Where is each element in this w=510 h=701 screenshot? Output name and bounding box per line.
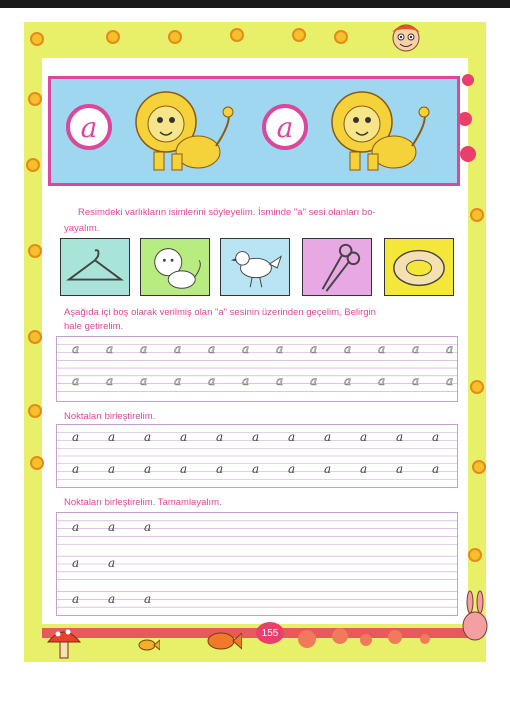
practice-letter: a	[242, 374, 250, 388]
practice-letter: a	[378, 342, 386, 356]
intro-text-line2: yayalım.	[64, 223, 100, 234]
hanger-icon	[61, 239, 129, 295]
practice-letter: a	[360, 430, 368, 444]
fish-icon	[206, 630, 242, 652]
practice-letter: a	[106, 374, 114, 388]
flower-icon	[28, 404, 42, 418]
banner-letter-right: a	[276, 110, 294, 144]
flower-icon	[28, 92, 42, 106]
decor-ball	[360, 634, 372, 646]
practice-letter: a	[276, 374, 284, 388]
practice-letter: a	[324, 430, 332, 444]
practice-letter: a	[72, 520, 80, 534]
bird-icon	[221, 239, 289, 295]
practice-letter: a	[288, 462, 296, 476]
practice-letter: a	[310, 342, 318, 356]
bottom-bar	[42, 628, 468, 638]
picture-scissors[interactable]	[302, 238, 372, 296]
practice-letter: a	[242, 342, 250, 356]
dots-complete-instruction: Noktaları birleştirelim. Tamamlayalım.	[64, 497, 222, 508]
banner-letter-left: a	[80, 110, 98, 144]
practice-letter: a	[144, 430, 152, 444]
practice-letter: a	[216, 430, 224, 444]
lion-icon	[124, 82, 244, 178]
decor-dot	[460, 146, 476, 162]
practice-letter: a	[208, 374, 216, 388]
decor-dot	[458, 112, 472, 126]
practice-letter: a	[412, 342, 420, 356]
practice-letter: a	[446, 374, 454, 388]
picture-lion[interactable]	[140, 238, 210, 296]
letter-a-circle-right	[262, 104, 308, 150]
practice-letter: a	[108, 520, 116, 534]
practice-letter: a	[72, 556, 80, 570]
practice-letter: a	[208, 342, 216, 356]
flower-icon	[30, 32, 44, 46]
practice-letter: a	[446, 342, 454, 356]
picture-hanger[interactable]	[60, 238, 130, 296]
flower-icon	[30, 456, 44, 470]
flower-icon	[26, 158, 40, 172]
practice-letter: a	[396, 462, 404, 476]
decor-dot	[462, 74, 474, 86]
page-number: 155	[256, 622, 284, 644]
practice-letter: a	[72, 592, 80, 606]
practice-letter: a	[108, 430, 116, 444]
flower-icon	[230, 28, 244, 42]
top-edge-bar	[0, 0, 510, 8]
flower-icon	[292, 28, 306, 42]
practice-letter: a	[378, 374, 386, 388]
dots-instruction: Noktaları birleştirelim.	[64, 411, 156, 422]
practice-letter: a	[310, 374, 318, 388]
trace-lines-block	[56, 336, 458, 402]
practice-letter: a	[140, 342, 148, 356]
decor-ball	[420, 634, 430, 644]
practice-letter: a	[174, 342, 182, 356]
practice-letter: a	[180, 430, 188, 444]
trace-instruction-line1: Aşağıda içi boş olarak verilmiş olan "a" sesinin üzerinden geçelim. Belirgin	[64, 307, 376, 318]
practice-letter: a	[108, 462, 116, 476]
letter-a-circle-left	[66, 104, 112, 150]
practice-letter: a	[344, 342, 352, 356]
practice-letter: a	[432, 462, 440, 476]
fish-icon	[138, 638, 160, 652]
practice-letter: a	[108, 592, 116, 606]
flower-icon	[334, 30, 348, 44]
practice-letter: a	[252, 430, 260, 444]
decor-ball	[298, 630, 316, 648]
flower-icon	[468, 548, 482, 562]
practice-letter: a	[412, 374, 420, 388]
practice-letter: a	[72, 374, 80, 388]
practice-letter: a	[72, 462, 80, 476]
ring-cake-icon	[385, 239, 453, 295]
practice-letter: a	[180, 462, 188, 476]
practice-letter: a	[288, 430, 296, 444]
lion-icon	[141, 239, 209, 295]
practice-letter: a	[432, 430, 440, 444]
picture-bird[interactable]	[220, 238, 290, 296]
flower-icon	[472, 460, 486, 474]
practice-letter: a	[174, 374, 182, 388]
rabbit-icon	[460, 590, 490, 646]
complete-lines-block	[56, 512, 458, 616]
mushroom-icon	[44, 622, 84, 662]
practice-letter: a	[72, 342, 80, 356]
practice-letter: a	[144, 462, 152, 476]
practice-letter: a	[216, 462, 224, 476]
practice-letter: a	[72, 430, 80, 444]
flower-icon	[28, 244, 42, 258]
practice-letter: a	[144, 520, 152, 534]
picture-ring-cake[interactable]	[384, 238, 454, 296]
trace-instruction-line2: hale getirelim.	[64, 321, 124, 332]
flower-icon	[470, 380, 484, 394]
flower-icon	[168, 30, 182, 44]
scissors-icon	[303, 239, 371, 295]
practice-letter: a	[106, 342, 114, 356]
practice-letter: a	[144, 592, 152, 606]
flower-icon	[106, 30, 120, 44]
practice-letter: a	[140, 374, 148, 388]
practice-letter: a	[252, 462, 260, 476]
flower-icon	[28, 330, 42, 344]
decor-ball	[332, 628, 348, 644]
boy-face-icon	[386, 18, 426, 52]
practice-letter: a	[360, 462, 368, 476]
practice-letter: a	[344, 374, 352, 388]
lion-icon	[320, 82, 440, 178]
intro-text-line1: Resimdeki varlıkların isimlerini söyleyelim. İsminde "a" sesi olanları bo-	[78, 207, 376, 218]
flower-icon	[470, 208, 484, 222]
decor-ball	[388, 630, 402, 644]
practice-letter: a	[324, 462, 332, 476]
practice-letter: a	[396, 430, 404, 444]
practice-letter: a	[108, 556, 116, 570]
practice-letter: a	[276, 342, 284, 356]
